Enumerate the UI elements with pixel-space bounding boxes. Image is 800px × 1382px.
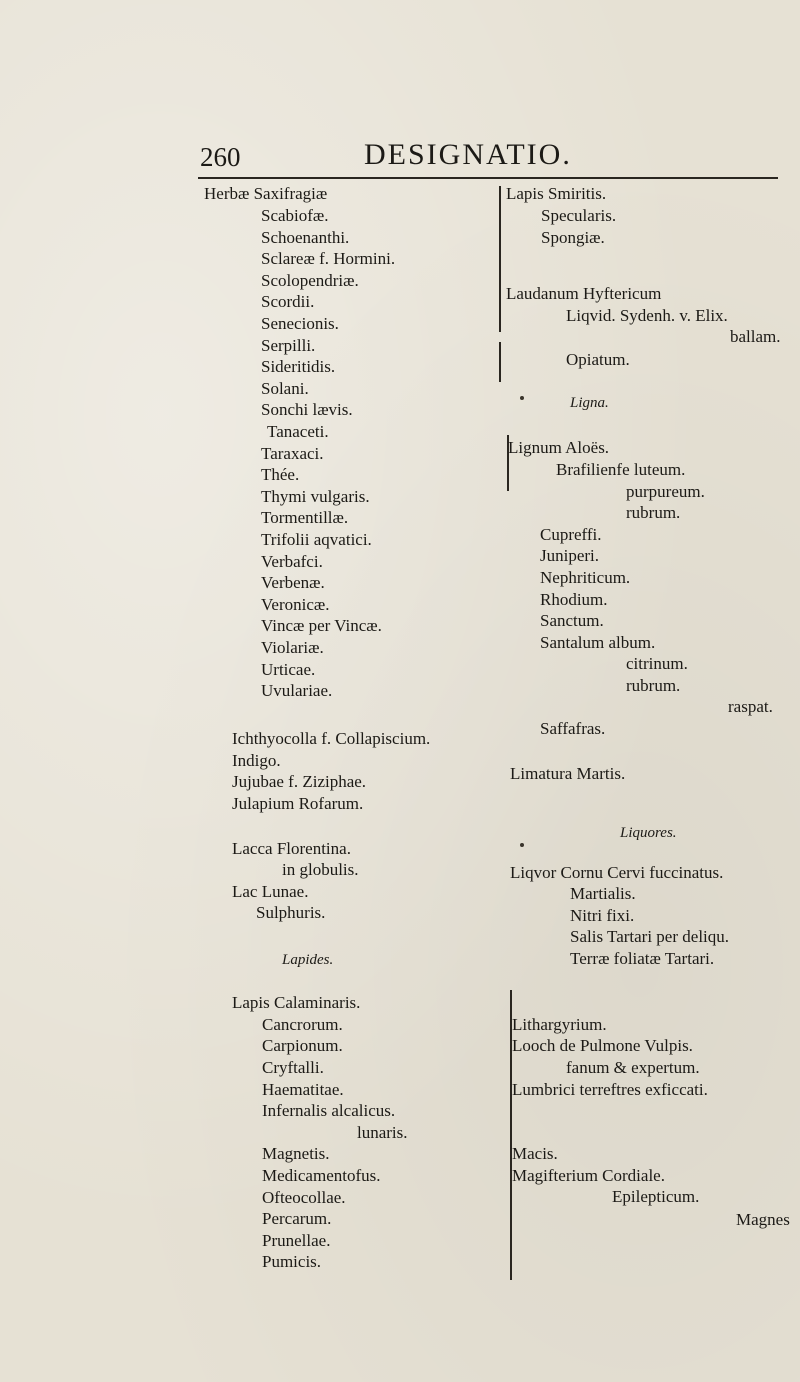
list-item: Serpilli. [261,336,316,355]
list-item: Terræ foliatæ Tartari. [570,949,715,968]
list-item: Liqvid. Sydenh. v. Elix. [566,306,728,325]
list-item: Herbæ Saxifragiæ [204,184,328,203]
list-item: Prunellae. [262,1231,331,1250]
column-rule [499,342,501,382]
list-item: Lapis Calaminaris. [232,993,361,1012]
list-item: in globulis. [282,860,359,879]
list-item: Specularis. [541,206,617,225]
list-item: Lithargyrium. [512,1015,607,1034]
list-item: Urticae. [261,660,316,679]
list-item: rubrum. [626,503,681,522]
list-item: Jujubae f. Ziziphae. [232,772,367,791]
running-title: DESIGNATIO. [364,138,572,171]
list-item: Sideritidis. [261,357,336,376]
list-item: Laudanum Hyftericum [506,284,662,303]
list-item: Cupreffi. [540,525,602,544]
list-item: fanum & expertum. [566,1058,700,1077]
list-item: Liqvor Cornu Cervi fuccinatus. [510,863,724,882]
list-item: Saffafras. [540,719,606,738]
list-item: Rhodium. [540,590,608,609]
list-item: Infernalis alcalicus. [262,1101,396,1120]
list-item: Macis. [512,1144,558,1163]
list-item: Senecionis. [261,314,339,333]
list-item: Vincæ per Vincæ. [261,616,382,635]
section-heading: Liquores. [620,825,677,841]
list-item: Magnetis. [262,1144,330,1163]
list-item: Veronicæ. [261,595,330,614]
list-item: Magifterium Cordiale. [512,1166,665,1185]
section-heading: Ligna. [570,395,609,411]
list-item: Juniperi. [540,546,600,565]
list-item: Scabiofæ. [261,206,329,225]
list-item: Salis Tartari per deliqu. [570,927,730,946]
list-item: Brafilienfe luteum. [556,460,686,479]
list-item: Medicamentofus. [262,1166,381,1185]
list-item: Lumbrici terreftres exficcati. [512,1080,708,1099]
list-item: Sanctum. [540,611,604,630]
list-item: Taraxaci. [261,444,324,463]
list-item: raspat. [728,697,773,716]
list-item: Percarum. [262,1209,332,1228]
list-item: Verbenæ. [261,573,325,592]
list-item: Sclareæ f. Hormini. [261,249,396,268]
list-item: citrinum. [626,654,688,673]
list-item: Lapis Smiritis. [506,184,607,203]
list-item: Tormentillæ. [261,508,349,527]
list-item: Spongiæ. [541,228,605,247]
list-item: Carpionum. [262,1036,343,1055]
list-item: Lac Lunae. [232,882,309,901]
list-item: Cancrorum. [262,1015,343,1034]
list-item: Ichthyocolla f. Collapiscium. [232,729,431,748]
list-item: Pumicis. [262,1252,322,1271]
list-item: Lignum Aloës. [508,438,610,457]
list-item: Solani. [261,379,309,398]
list-item: Violariæ. [261,638,324,657]
list-item: Indigo. [232,751,281,770]
list-item: purpureum. [626,482,705,501]
list-item: Thymi vulgaris. [261,487,370,506]
list-item: Limatura Martis. [510,764,626,783]
list-item: Julapium Rofarum. [232,794,364,813]
list-item: Looch de Pulmone Vulpis. [512,1036,693,1055]
list-item: Scordii. [261,292,315,311]
list-item: Ofteocollae. [262,1188,346,1207]
column-rule [499,186,501,332]
header-rule [198,177,778,179]
list-item: Nephriticum. [540,568,631,587]
list-item: Thée. [261,465,300,484]
page-number: 260 [200,142,241,172]
list-item: Trifolii aqvatici. [261,530,372,549]
list-item: Sonchi lævis. [261,400,353,419]
list-item: Lacca Florentina. [232,839,351,858]
list-item: Nitri fixi. [570,906,635,925]
ink-dot [520,843,524,847]
list-item: Sulphuris. [256,903,326,922]
list-item: rubrum. [626,676,681,695]
section-heading: Lapides. [282,952,334,968]
list-item: Tanaceti. [267,422,329,441]
list-item: Cryftalli. [262,1058,324,1077]
ink-dot [520,396,524,400]
list-item: Scolopendriæ. [261,271,359,290]
list-item: Santalum album. [540,633,656,652]
list-item: Haematitae. [262,1080,344,1099]
list-item: lunaris. [357,1123,408,1142]
page-header [198,138,780,184]
list-item: Opiatum. [566,350,630,369]
list-item: Uvulariae. [261,681,333,700]
list-item: Martialis. [570,884,636,903]
list-item: Schoenanthi. [261,228,350,247]
list-item: Verbafci. [261,552,323,571]
catchword: Magnes [736,1210,790,1229]
list-item: ballam. [730,327,781,346]
list-item: Epilepticum. [612,1187,700,1206]
